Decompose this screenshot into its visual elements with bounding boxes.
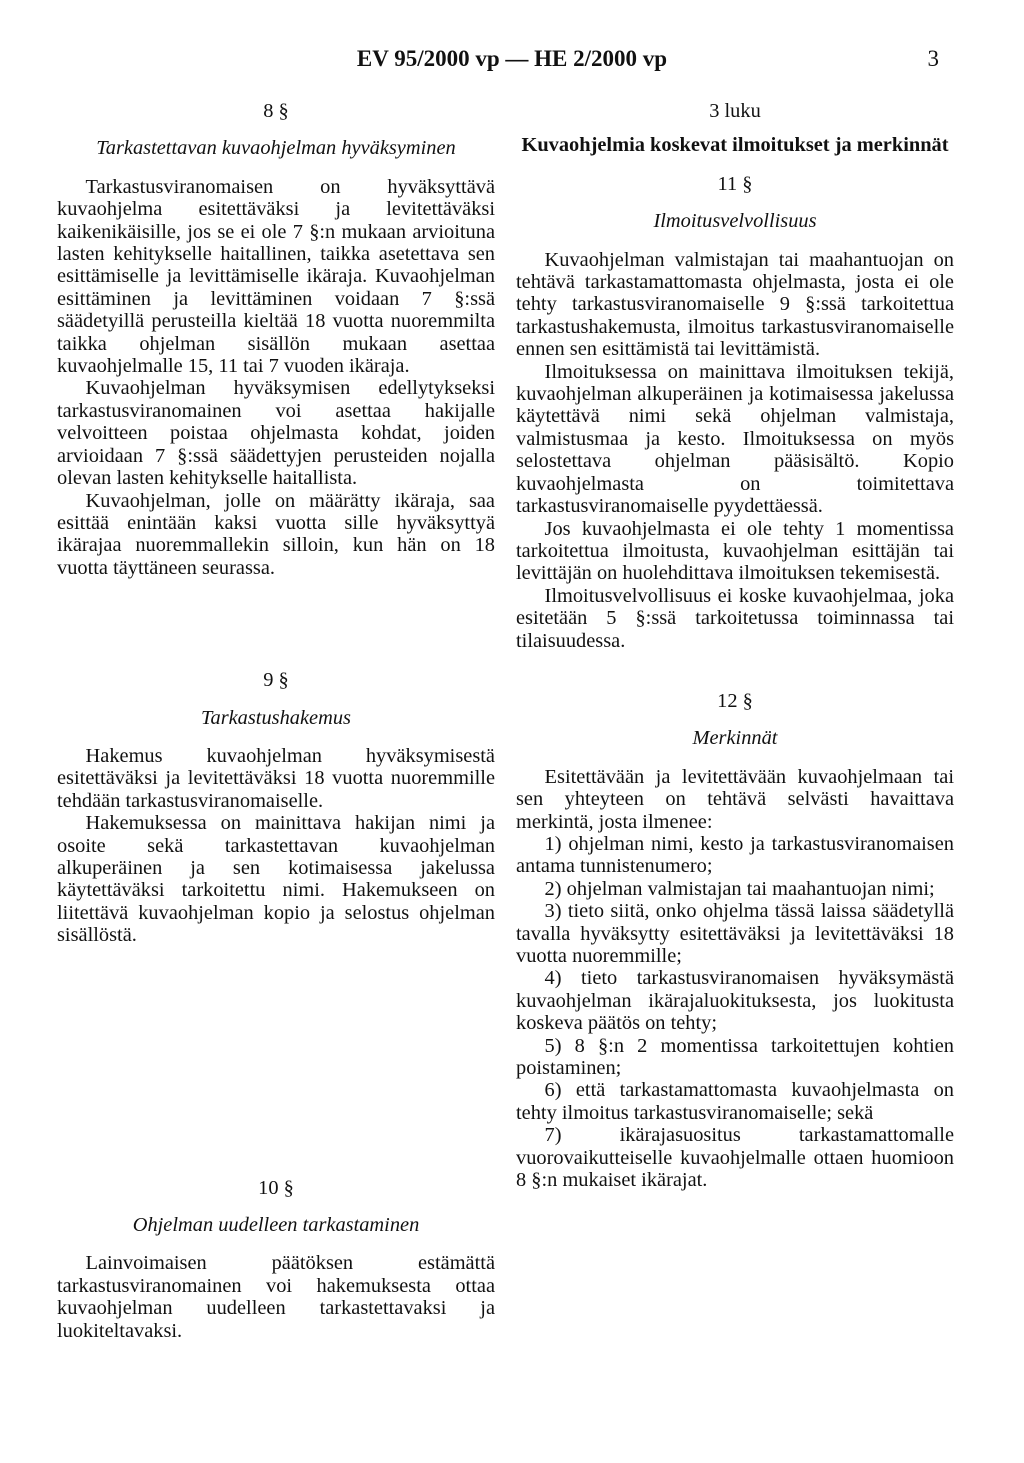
section-10 (57, 1177, 495, 1342)
section-title: Tarkastettavan kuvaohjelman hyväksyminen (96, 137, 456, 160)
paragraph: Kuvaohjelman valmistajan tai maahantuojan on tehtävä tarkastamattomasta ohjelmasta, josta ei ole tehty tarkastusviranomaiselle 9 §:ssä tarkoitettua tarkastushakemusta, ilmoitus tarkastusviranomaiselle ennen sen esittämistä tai levittämistä. (516, 248, 954, 361)
list-item: 1) ohjelman nimi, kesto ja tarkastusviranomaisen antama tunnistenumero; (516, 832, 954, 878)
paragraph: Ilmoituksessa on mainittava ilmoituksen tekijä, kuvaohjelman alkuperäinen ja kotimaisessa jakelussa käytettävä nimi sekä ohjelman valmistaja, valmistusmaa ja kesto. Ilmoituksessa on myös selostettava ohjelman pääsisältö. Kopio kuvaohjelmasta on toimitettava tarkastusviranomaiselle pyydettäessä. (516, 360, 954, 518)
chapter-number: 3 luku (709, 100, 761, 122)
page-number: 3 (927, 46, 939, 71)
list-item: 6) että tarkastamattomasta kuvaohjelmasta on tehty ilmoitus tarkastusviranomaiselle; sekä (516, 1079, 954, 1124)
paragraph: Kuvaohjelman, jolle on määrätty ikäraja, saa esittää enintään kaksi vuotta sille hyväksyttyä ikärajaa nuoremmallekin silloin, kun hän on 18 vuotta täyttäneen seurassa. (57, 489, 495, 579)
page-header (0, 46, 1024, 86)
paragraph: Hakemuksessa on mainittava hakijan nimi ja osoite sekä tarkastettavan kuvaohjelman alkuperäinen ja sen kotimaisessa jakelussa käytettäväksi tarkoitettu nimi. Hakemukseen on liitettävä kuvaohjelman kopio ja selostus ohjelman sisällöstä. (57, 812, 495, 947)
list-item: 2) ohjelman valmistajan tai maahantuojan nimi; (544, 877, 935, 900)
section-number: 11 § (717, 172, 753, 195)
section-8 (57, 100, 495, 579)
section-title: Merkinnät (692, 727, 778, 750)
section-number: 8 § (263, 100, 289, 122)
section-number: 10 § (258, 1176, 294, 1199)
list-item: 5) 8 §:n 2 momentissa tarkoitettujen kohtien poistaminen; (516, 1034, 954, 1080)
paragraph: Jos kuvaohjelmasta ei ole tehty 1 momentissa tarkoitettua ilmoitusta, kuvaohjelman esittäjän tai levittäjän on huolehdittava ilmoituksen tekemisestä. (516, 517, 954, 585)
paragraph: Lainvoimaisen päätöksen estämättä tarkastusviranomainen voi hakemuksesta ottaa kuvaohjelman uudelleen tarkastettavaksi ja luokiteltavaksi. (57, 1252, 495, 1342)
chapter-title: Kuvaohjelmia koskevat ilmoitukset ja merkinnät (521, 134, 949, 157)
section-11 (516, 173, 954, 652)
right-column (516, 100, 954, 1191)
left-column (57, 100, 495, 1342)
section-title: Ilmoitusvelvollisuus (653, 210, 817, 233)
document-title: EV 95/2000 vp — HE 2/2000 vp (356, 46, 668, 71)
section-number: 12 § (717, 689, 753, 712)
paragraph: Kuvaohjelman hyväksymisen edellytykseksi tarkastusviranomainen voi asettaa hakijalle velvoitteen poistaa ohjelmasta kohdat, joiden arvioidaan 7 §:ssä säädettyjen perusteiden nojalla olevan lasten kehitykselle haitallista. (57, 377, 495, 490)
paragraph: Tarkastusviranomaisen on hyväksyttävä kuvaohjelma esitettäväksi ja levitettäväksi kaikenikäisille, jos se ei ole 7 §:n mukaan arvioituna lasten kehitykselle haitallinen, taikka asetettava sen esittämiselle ja levittämiselle ikäraja. Kuvaohjelman esittäminen ja levittäminen voidaan 7 §:ssä säädetyillä perusteilla kieltää 18 vuotta nuoremmilta taikka ohjelman sisällön mukaan asettaa kuvaohjelmalle 15, 11 tai 7 vuoden ikäraja. (57, 175, 495, 378)
section-9 (57, 669, 495, 946)
paragraph: Hakemus kuvaohjelman hyväksymisestä esitettäväksi ja levitettäväksi 18 vuotta nuoremmille tehdään tarkastusviranomaiselle. (57, 744, 495, 812)
section-number: 9 § (263, 669, 289, 692)
section-title: Ohjelman uudelleen tarkastaminen (132, 1214, 420, 1236)
section-title: Tarkastushakemus (201, 706, 351, 729)
section-12 (516, 690, 954, 1192)
paragraph: Ilmoitusvelvollisuus ei koske kuvaohjelmaa, joka esitetään 5 §:ssä tarkoitetussa toiminnassa tai tilaisuudessa. (516, 584, 954, 652)
list-item: 3) tieto siitä, onko ohjelma tässä laissa säädetyllä tavalla hyväksytty esitettäväksi ja levitettäväksi 18 vuotta nuoremmille; (516, 900, 954, 967)
list-item: 4) tieto tarkastusviranomaisen hyväksymästä kuvaohjelman ikärajaluokituksesta, jos luokitusta koskeva päätös on tehty; (516, 967, 954, 1035)
list-item: 7) ikärajasuositus tarkastamattomalle vuorovaikutteiselle kuvaohjelmalle ottaen huomioon 8 §:n mukaiset ikärajat. (516, 1124, 954, 1192)
chapter-3 (516, 100, 954, 157)
paragraph: Esitettävään ja levitettävään kuvaohjelmaan tai sen yhteyteen on tehtävä selvästi havaittava merkintä, josta ilmenee: (516, 765, 954, 833)
